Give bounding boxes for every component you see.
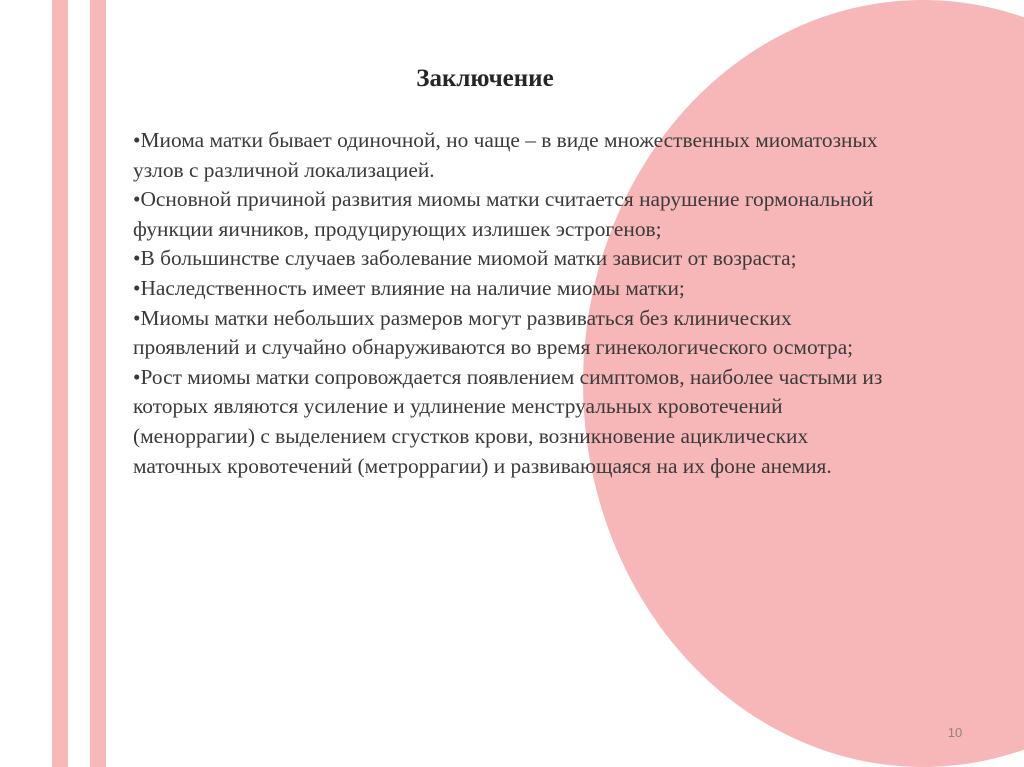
bullet-item: •В большинстве случаев заболевание миомой матки зависит от возраста; — [133, 246, 797, 271]
bullet-item: •Миома матки бывает одиночной, но чаще – в виде множественных миоматозных узлов с различной локализацией. — [133, 128, 878, 182]
bullet-item: •Рост миомы матки сопровождается появлением симптомов, наиболее частыми из которых являются усиление и удлинение менструальных кровотечений (меноррагии) с выделением сгустков крови, возникновение ациклических маточных кровотечений (метроррагии) и развивающаяся на их фоне анемия. — [133, 364, 883, 478]
bullet-item: •Наследственность имеет влияние на наличие миомы матки; — [133, 275, 685, 300]
bullet-list — [133, 126, 885, 481]
bullet-item: •Основной причиной развития миомы матки считается нарушение гормональной функции яичников, продуцирующих излишек эстрогенов; — [133, 187, 874, 241]
bullet-item: •Миомы матки небольших размеров могут развиваться без клинических проявлений и случайно обнаруживаются во время гинекологического осмотра; — [133, 305, 854, 360]
slide-title: Заключение — [416, 65, 554, 92]
slide-number: 10 — [947, 725, 963, 740]
